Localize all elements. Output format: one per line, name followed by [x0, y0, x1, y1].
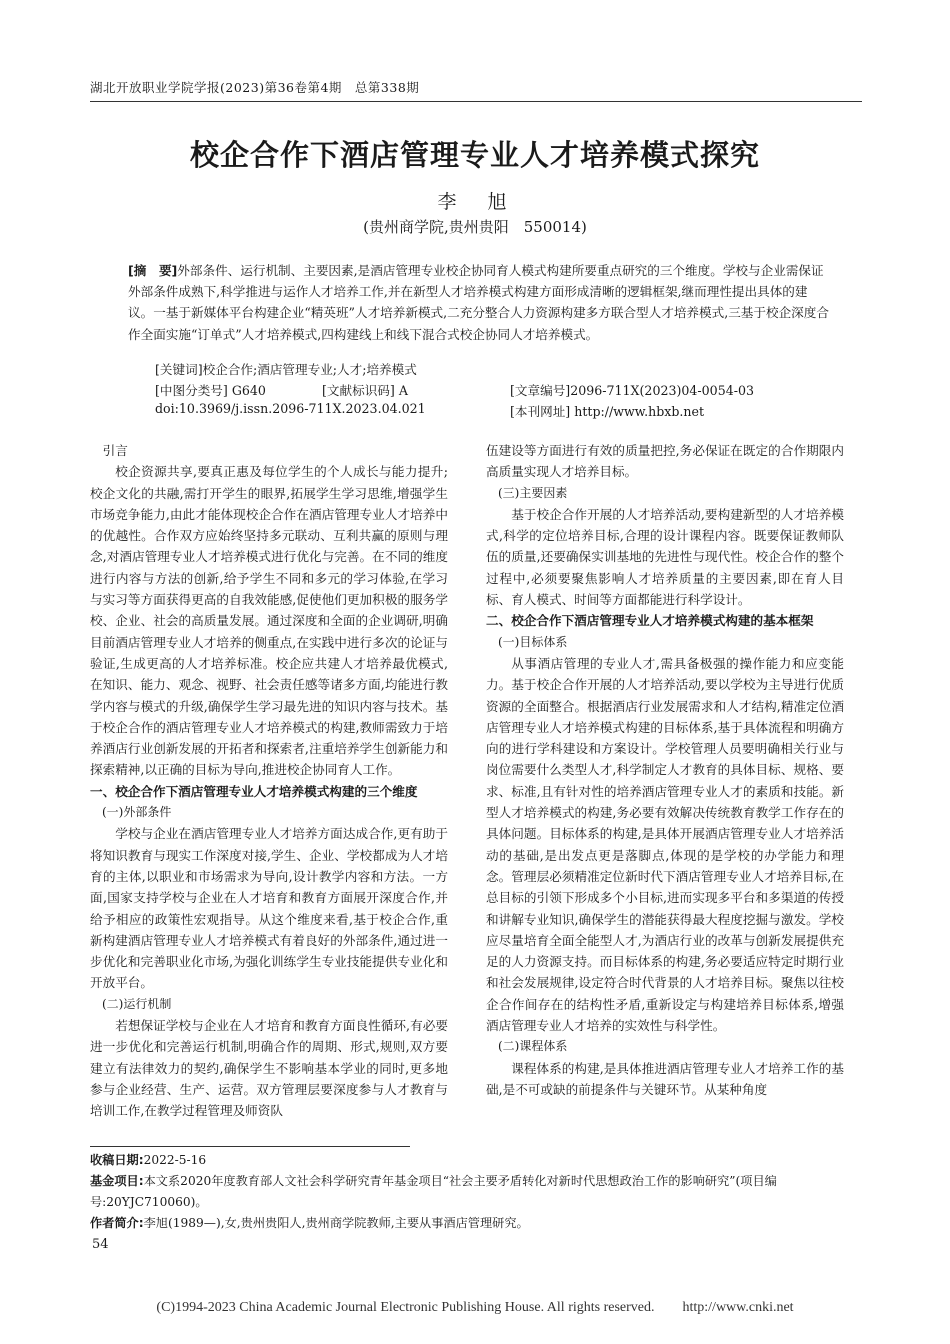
site-label: [本刊网址] — [510, 404, 571, 419]
abstract — [128, 260, 830, 345]
clc-value: G640 — [231, 383, 266, 398]
fund-value: 本文系2020年度教育部人文社会科学研究青年基金项目“社会主要矛盾转化对新时代思想政治工作的影响研究”(项目编号:20YJC710060)。 — [90, 1174, 777, 1209]
received-date — [90, 1150, 860, 1171]
doc-value: A — [398, 383, 408, 398]
clc-code — [155, 380, 266, 399]
clc-label: [中图分类号] — [155, 383, 228, 398]
author-bio — [90, 1213, 860, 1234]
paper-title: 校企合作下酒店管理专业人才培养模式探究 — [189, 138, 760, 172]
article-value: 2096-711X(2023)04-0054-03 — [570, 383, 754, 398]
bio-value: 李旭(1989—),女,贵州贵阳人,贵州商学院教师,主要从事酒店管理研究。 — [143, 1216, 529, 1230]
header-rule — [90, 101, 862, 102]
affiliation: (贵州商学院,贵州贵阳 550014) — [363, 218, 587, 236]
bio-label: 作者简介: — [90, 1216, 144, 1230]
abstract-text: 外部条件、运行机制、主要因素,是酒店管理专业校企协同育人模式构建所要重点研究的三个维度。学校与企业需保证外部条件成熟下,科学推进与运作人才培养工作,并在新型人才培养模式构建方面形成清晰的逻辑框架,继而理性提出具体的建议。一基于新媒体平台构建企业“精英班”人才培养新模式,二充分整合人力资源构建多方联合型人才培养模式,三基于校企深度合作全面实施“订单式”人才培养模式,四构建线上和线下混合式校企协同人才培养模式。 — [128, 263, 829, 342]
paragraph: 基于校企合作开展的人才培养活动,要构建新型的人才培养模式,科学的定位培养目标,合理的设计课程内容。既要保证教师队伍的质量,还要确保实训基地的先进性与现代性。校企合作的整个过程中,必须要聚焦影响人才培养质量的主要因素,即在育人目标、育人模式、时间等方面都能进行科学设计。 — [486, 506, 844, 608]
section-heading-intro: 引言 — [102, 443, 128, 458]
doc-label: [文献标识码] — [322, 383, 395, 398]
paragraph: 学校与企业在酒店管理专业人才培养方面达成合作,更有助于将知识教育与现实工作深度对接,学生、企业、学校都成为人才培育的主体,以职业和市场需求为导向,设计教学内容和方法。一方面,国家支持学校与企业在人才培育和教育方面展开深度合作,并给予相应的政策性宏观指导。从这个维度来看,基于校企合作,重新构建酒店管理专业人才培养模式有着良好的外部条件,通过进一步优化和完善职业化市场,为强化训练学生专业技能提供专业化和开放平台。 — [90, 826, 448, 991]
fund-label: 基金项目: — [90, 1174, 144, 1188]
site-link[interactable]: http://www.hbxb.net — [574, 404, 705, 419]
received-value: 2022-5-16 — [143, 1153, 207, 1167]
keywords-text: 校企合作;酒店管理专业;人才;培养模式 — [202, 362, 417, 377]
section-heading: 一、校企合作下酒店管理专业人才培养模式构建的三个维度 — [90, 783, 418, 799]
subsection-heading: (三)主要因素 — [498, 485, 568, 500]
subsection-heading: (一)外部条件 — [102, 805, 172, 820]
author: 李 旭 — [437, 191, 513, 213]
abstract-label: [摘 要] — [128, 263, 178, 278]
paragraph: 课程体系的构建,是具体推进酒店管理专业人才培养工作的基础,是不可或缺的前提条件与关键环节。从某种角度 — [486, 1060, 844, 1097]
fund-info — [90, 1171, 860, 1213]
copyright-line: (C)1994-2023 China Academic Journal Electronic Publishing House. All rights reserved. http://www.cnki.net — [156, 1300, 794, 1315]
section-heading: 二、校企合作下酒店管理专业人才培养模式构建的基本框架 — [486, 613, 814, 629]
page-number: 54 — [92, 1237, 109, 1252]
footnotes — [90, 1150, 860, 1234]
left-column — [90, 440, 448, 1122]
subsection-heading: (一)目标体系 — [498, 634, 568, 649]
received-label: 收稿日期: — [90, 1153, 144, 1167]
right-column — [486, 440, 844, 1100]
paragraph: 从事酒店管理的专业人才,需具备极强的操作能力和应变能力。基于校企合作开展的人才培养活动,要以学校为主导进行优质资源的全面整合。根据酒店行业发展需求和人才结构,精准定位酒店管理专业人才培养模式构建的目标体系,基于具体流程和明确方向的进行学科建设和方案设计。学校管理人员要明确相关行业与岗位需要什么类型人才,科学制定人才教育的具体目标、规格、要求、标准,且有针对性的培养酒店管理专业人才的素质和技能。新型人才培养模式的构建,务必要有效解决传统教育教学工作存在的具体问题。目标体系的构建,是具体开展酒店管理专业人才培养活动的基础,是出发点更是落脚点,体现的是学校的办学能力和理念。管理层必须精准定位新时代下酒店管理专业人才培养目标,在总目标的引领下形成多个小目标,进而实现多平台和多渠道的传授和讲解专业知识,确保学生的潜能获得最大程度挖掘与激发。学校应尽量培育全面全能型人才,为酒店行业的改革与创新发展提供充足的人力资源支持。而目标体系的构建,务必要适应特定时期行业和社会发展规律,设定符合时代背景的人才培养目标。聚焦以往校企合作间存在的结构性矛盾,重新设定与构建培养目标体系,增强酒店管理专业人才培养的实效性与科学性。 — [486, 655, 844, 1034]
subsection-heading: (二)运行机制 — [102, 996, 172, 1011]
keywords — [155, 359, 417, 378]
paragraph: 伍建设等方面进行有效的质量把控,务必保证在既定的合作期限内高质量实现人才培养目标。 — [486, 443, 844, 480]
journal-site — [510, 401, 704, 420]
running-header: 湖北开放职业学院学报(2023)第36卷第4期 总第338期 — [90, 80, 420, 95]
footnote-rule — [90, 1146, 410, 1147]
doi[interactable]: doi:10.3969/j.issn.2096-711X.2023.04.021 — [155, 401, 426, 416]
doc-code — [322, 380, 408, 399]
paragraph: 若想保证学校与企业在人才培育和教育方面良性循环,有必要进一步优化和完善运行机制,明确合作的周期、形式,规则,双方要建立有法律效力的契约,确保学生不影响基本学业的同时,更多地参与企业经营、生产、运营。双方管理层要深度参与人才教育与培训工作,在教学过程管理及师资队 — [90, 1018, 448, 1119]
subsection-heading: (二)课程体系 — [498, 1039, 568, 1054]
paragraph: 校企资源共享,要真正惠及每位学生的个人成长与能力提升;校企文化的共融,需打开学生的眼界,拓展学生学习思维,增强学生市场竞争能力,由此才能体现校企合作在酒店管理专业人才培养中的优越性。合作双方应始终坚持多元联动、互利共赢的原则与理念,对酒店管理专业人才培养模式进行优化与完善。在不同的维度进行内容与方法的创新,给予学生不同和多元的学习体验,在学习与实习等方面获得更高的自我效能感,促使他们更加积极的服务学校、企业、社会的高质量发展。通过深度和全面的企业调研,明确目前酒店管理专业人才培养的侧重点,在实践中进行多次的论证与验证,生成更高的人才培养标准。校企应共建人才培养最优模式,在知识、能力、观念、视野、社会责任感等诸多方面,均能进行教学内容与模式的升级,确保学生学习最先进的知识内容与技术。基于校企合作的酒店管理专业人才培养模式的构建,教师需致力于培养酒店行业创新发展的开拓者和探索者,注重培养学生创新能力和探索精神,以正确的目标为导向,推进校企协同育人工作。 — [90, 464, 448, 778]
article-number — [510, 380, 754, 399]
article-label: [文章编号] — [510, 383, 571, 398]
keywords-label: [关键词] — [155, 362, 203, 377]
